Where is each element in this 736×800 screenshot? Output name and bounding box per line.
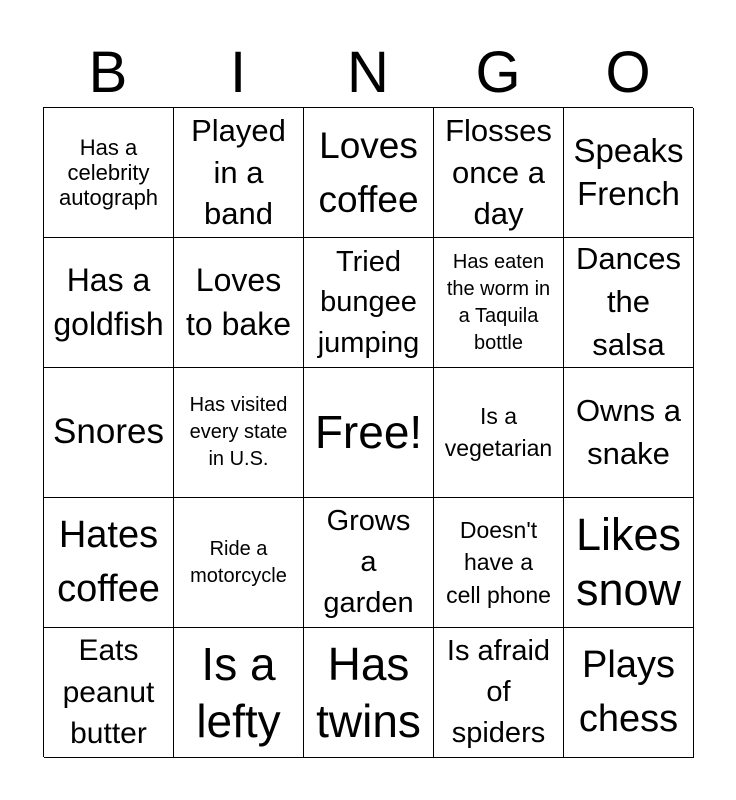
bingo-card xyxy=(43,107,693,757)
bingo-cell-r4-c3[interactable]: Grows a garden xyxy=(304,498,434,628)
bingo-cell-r3-c1[interactable]: Snores xyxy=(44,368,174,498)
header-letter-o: O xyxy=(605,40,651,105)
bingo-cell-r2-c3[interactable]: Tried bungee jumping xyxy=(304,238,434,368)
bingo-cell-r2-c1[interactable]: Has a goldfish xyxy=(44,238,174,368)
bingo-cell-r4-c5[interactable]: Likes snow xyxy=(564,498,694,628)
bingo-cell-r5-c1[interactable]: Eats peanut butter xyxy=(44,628,174,758)
bingo-cell-r1-c4[interactable]: Flosses once a day xyxy=(434,108,564,238)
bingo-cell-r2-c5[interactable]: Dances the salsa xyxy=(564,238,694,368)
header-letter-i: I xyxy=(229,40,247,105)
bingo-cell-r5-c4[interactable]: Is afraid of spiders xyxy=(434,628,564,758)
bingo-cell-r5-c2[interactable]: Is a lefty xyxy=(174,628,304,758)
header-letter-g: G xyxy=(475,40,521,105)
header-letter-b: B xyxy=(88,40,128,105)
bingo-cell-r1-c5[interactable]: Speaks French xyxy=(564,108,694,238)
bingo-cell-r3-c4[interactable]: Is a vegetarian xyxy=(434,368,564,498)
header-letter-n: N xyxy=(347,40,389,105)
free-space[interactable]: Free! xyxy=(304,368,434,498)
bingo-cell-r4-c2[interactable]: Ride a motorcycle xyxy=(174,498,304,628)
bingo-cell-r3-c5[interactable]: Owns a snake xyxy=(564,368,694,498)
bingo-cell-r5-c5[interactable]: Plays chess xyxy=(564,628,694,758)
bingo-cell-r1-c2[interactable]: Played in a band xyxy=(174,108,304,238)
bingo-cell-r4-c1[interactable]: Hates coffee xyxy=(44,498,174,628)
bingo-cell-r2-c2[interactable]: Loves to bake xyxy=(174,238,304,368)
bingo-cell-r3-c2[interactable]: Has visited every state in U.S. xyxy=(174,368,304,498)
bingo-cell-r2-c4[interactable]: Has eaten the worm in a Taquila bottle xyxy=(434,238,564,368)
bingo-header xyxy=(43,40,693,106)
bingo-cell-r4-c4[interactable]: Doesn't have a cell phone xyxy=(434,498,564,628)
bingo-cell-r1-c3[interactable]: Loves coffee xyxy=(304,108,434,238)
bingo-cell-r1-c1[interactable]: Has a celebrity autograph xyxy=(44,108,174,238)
bingo-cell-r5-c3[interactable]: Has twins xyxy=(304,628,434,758)
